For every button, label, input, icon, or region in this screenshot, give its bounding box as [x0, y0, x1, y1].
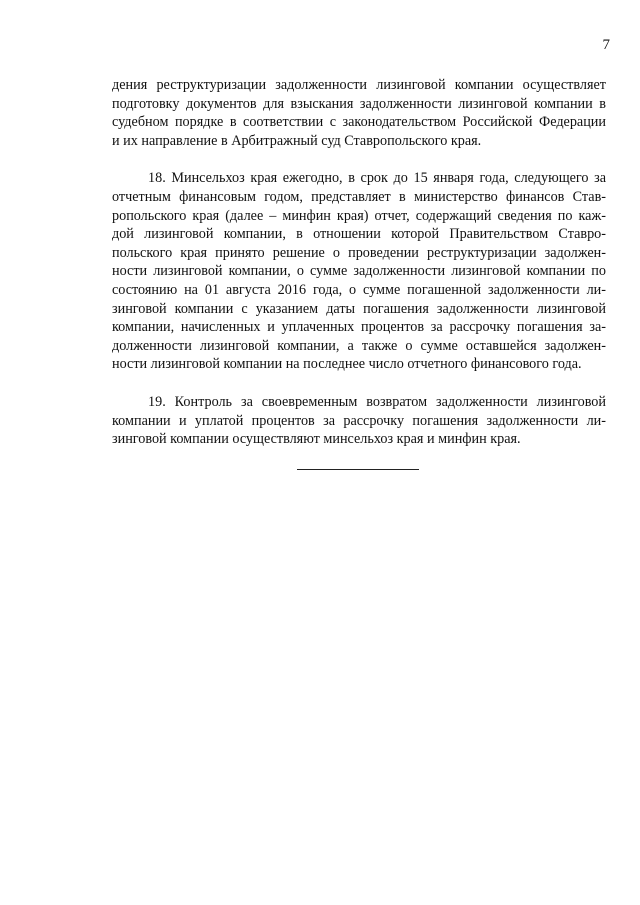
paragraph-item-19	[112, 393, 606, 449]
text-line: состоянию на 01 августа 2016 года, о сумме погашенной задолженности ли-	[112, 281, 606, 298]
text-line: долженности лизинговой компании, а также о сумме оставшейся задолжен-	[112, 337, 606, 354]
paragraph-continuation	[112, 76, 606, 150]
text-line: ропольского края (далее – минфин края) отчет, содержащий сведения по каж-	[112, 207, 606, 224]
text-line: подготовку документов для взыскания задолженности лизинговой компании в	[112, 95, 606, 112]
text-line: зинговой компании с указанием даты погашения задолженности лизинговой	[112, 300, 606, 317]
text-line: 18. Минсельхоз края ежегодно, в срок до 15 января года, следующего за	[148, 170, 606, 187]
end-separator-line	[297, 469, 419, 470]
text-line: ности лизинговой компании, о сумме задолженности лизинговой компании по	[112, 263, 606, 280]
text-line: отчетным финансовым годом, представляет в министерство финансов Став-	[112, 188, 606, 205]
text-line: 19. Контроль за своевременным возвратом задолженности лизинговой	[148, 393, 606, 410]
text-line: зинговой компании осуществляют минсельхоз края и минфин края.	[112, 431, 521, 448]
text-line: компании и уплатой процентов за рассрочку погашения задолженности ли-	[112, 412, 606, 429]
text-line: и их направление в Арбитражный суд Ставропольского края.	[112, 132, 482, 149]
document-body	[112, 76, 606, 449]
page-number: 7	[602, 37, 610, 53]
paragraph-item-18	[112, 169, 606, 374]
text-line: судебном порядке в соответствии с законодательством Российской Федерации	[112, 114, 606, 131]
text-line: польского края принято решение о проведении реструктуризации задолжен-	[112, 244, 606, 261]
text-line: дой лизинговой компании, в отношении которой Правительством Ставро-	[112, 226, 606, 243]
text-line: компании, начисленных и уплаченных процентов за рассрочку погашения за-	[112, 319, 606, 336]
text-line: ности лизинговой компании на последнее число отчетного финансового года.	[112, 356, 582, 373]
text-line: дения реструктуризации задолженности лизинговой компании осуществляет	[112, 77, 606, 93]
